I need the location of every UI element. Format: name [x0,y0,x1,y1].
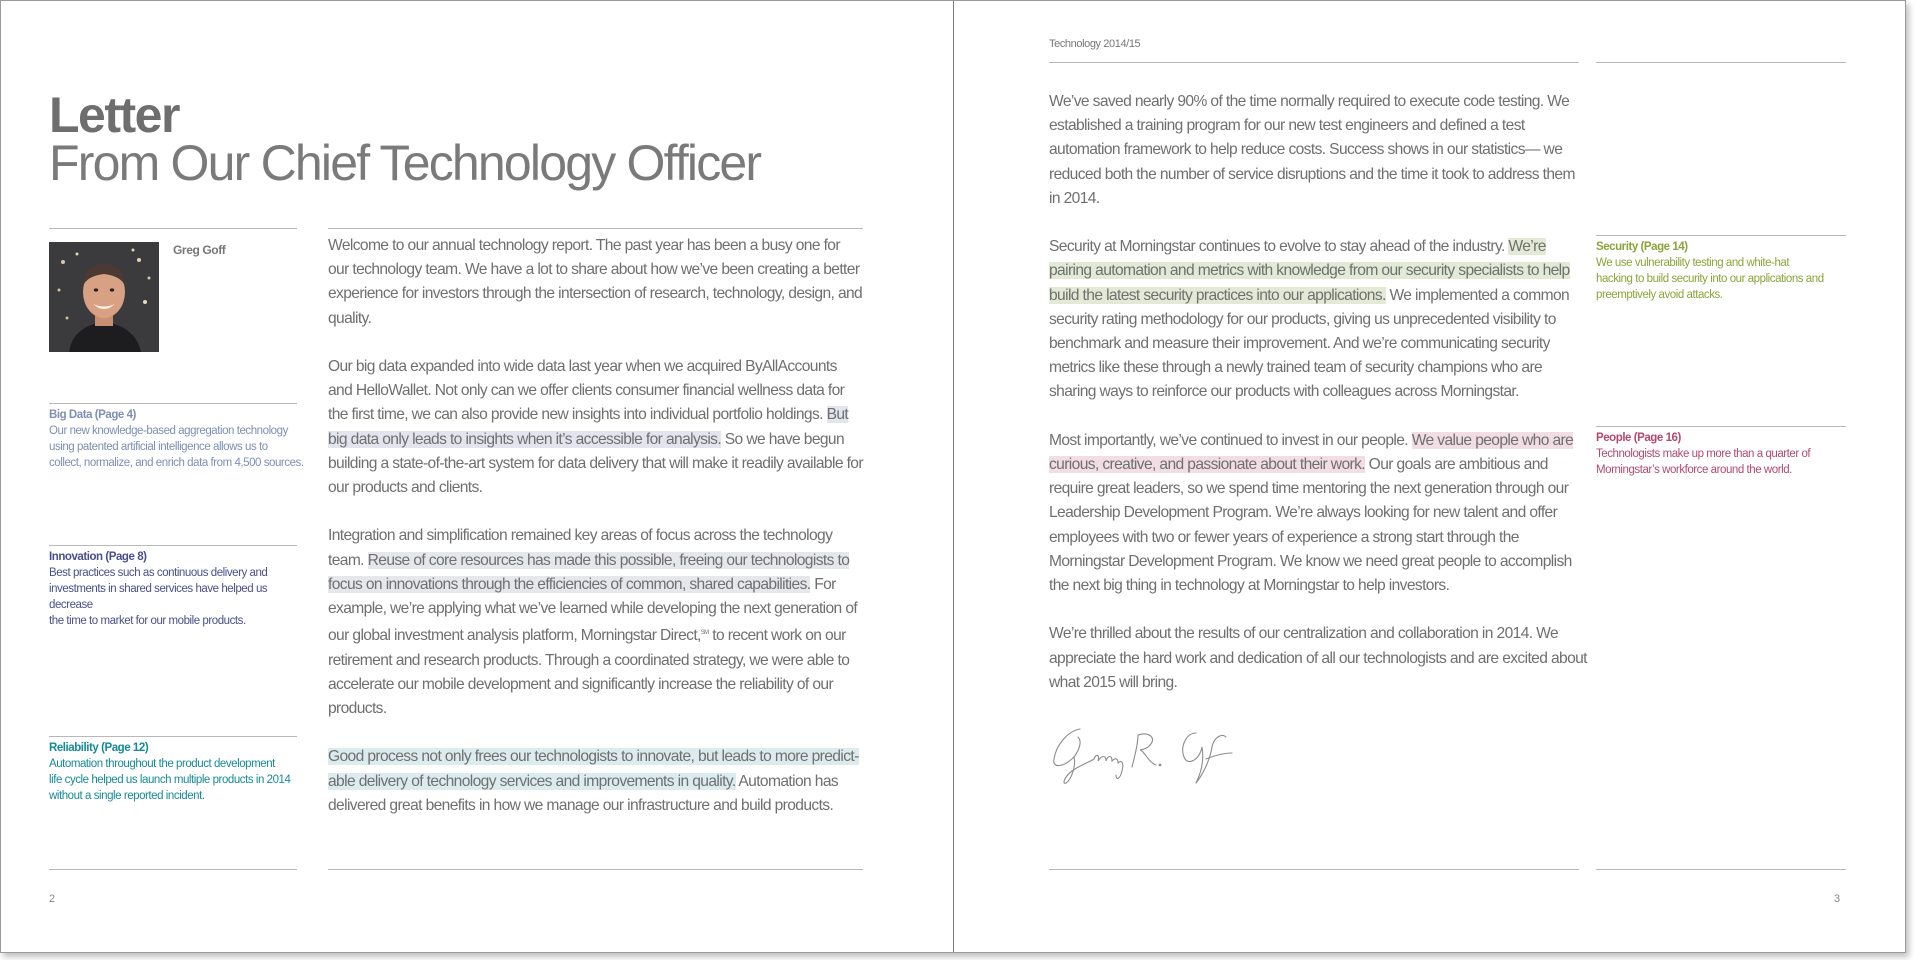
text-run: Security at Morningstar continues to evolve to stay ahead of the industry. [1049,238,1509,256]
letter-subtitle: From Our Chief Technology Officer [49,135,761,191]
body-paragraph: Welcome to our annual technology report. The past year has been a busy one for our technology team. We have a lot to share about how we’ve been creating a better experience for investors through the intersection of research, technology, design, and quality. [328,237,863,327]
service-mark: SM [700,630,709,637]
sidenote-innovation [49,549,311,629]
sidebar-top-rule [49,228,297,229]
sidenote-rule [49,736,297,737]
sidenote-title: Security (Page 14) [1596,241,1688,253]
sidenote-title: Reliability (Page 12) [49,742,149,754]
page-number-right: 3 [1834,893,1841,905]
highlight-reliability: Good process not only frees our technologists to innovate, but leads to more predictable delivery of technology services and improvements in quality. [328,748,860,790]
highlight-people: We value people who are curious, creative, and passionate about their work. [1049,431,1574,474]
text-run: Most importantly, we’ve continued to invest in our people. [1049,431,1412,449]
sidenote-rule [1596,235,1846,236]
sidenote-line: We use vulnerability testing and white-hat [1596,257,1790,269]
body-paragraph: We’ve saved nearly 90% of the time normally required to execute code testing. We established a training program for our new test engineers and defined a test automation framework to help reduce costs. Success shows in our statistics— we reduced both the number of service disruptions and the time it took to address them in 2014. [1049,93,1575,207]
sidenote-reliability [49,740,311,804]
sidenote-line: using patented artificial intelligence allows us to [49,441,268,453]
letter-title: Letter [49,87,179,143]
sidenote-rule [49,403,297,404]
body-paragraph [1049,429,1589,598]
sidenote-line: hacking to build security into our applications and [1596,273,1824,285]
footer-rule [1596,869,1846,870]
sidenote-line: the time to market for our mobile products. [49,615,246,627]
running-head: Technology 2014/15 [1049,38,1141,50]
text-run: So we have begun building a state-of-the-art system for data delivery that will make it readily available for our products and clients. [328,430,863,497]
text-run: We implemented a common security rating methodology for our products, giving us unprecedented visibility to benchmark and measure their improvement. And we’re communicating security metrics like these through a newly trained team of security champions who are sharing ways to reinforce our products with colleagues across Morningstar. [1049,286,1570,401]
cto-signature [1046,719,1246,789]
sidenote-big-data [49,407,311,471]
sidenote-line: Automation throughout the product development [49,758,275,770]
body-paragraph [328,355,863,500]
highlight-security: We’re pairing automation and metrics with knowledge from our security specialists to help build the latest security practices into our applications. [1049,238,1570,304]
sidenote-title: Innovation (Page 8) [49,551,147,563]
header-rule [1596,62,1846,63]
body-paragraph [328,745,863,818]
text-run: Integration and simplification remained key areas of focus across the technology team. [328,527,833,569]
text-run: For example, we’re applying what we’ve learned while developing the next generation of our global investment analysis platform, Morningstar Direct, [328,575,858,645]
sidenote-line: Morningstar’s workforce around the world. [1596,464,1792,476]
sidenote-line: Technologists make up more than a quarter of [1596,448,1811,460]
body-top-rule [328,228,863,229]
text-run: Our goals are ambitious and require great leaders, so we spend time mentoring the next generation through our Leadership Development Program. We’re always looking for new talent and offer employees with two or fewer years of experience a strong start through the Morningstar Development Program. We know we need great people to accomplish the next big thing in technology at Morningstar to help investors. [1049,456,1572,595]
sidenote-line: preemptively avoid attacks. [1596,289,1723,301]
letter-body [328,234,863,842]
header-rule [1049,62,1579,63]
left-page [1,1,954,952]
body-paragraph [328,524,863,721]
author-portrait [49,242,159,352]
sidenote-rule [49,545,297,546]
sidenote-people [1596,430,1848,478]
author-name: Greg Goff [173,243,226,257]
footer-rule [49,869,297,870]
sidenote-line: Best practices such as continuous delivery and [49,567,268,579]
text-run: Our big data expanded into wide data last year when we acquired ByAllAccounts and HelloWallet. Not only can we offer clients consumer financial wellness data for the first time, we can also provide new insights into individual portfolio holdings. [328,358,845,424]
body-paragraph [1049,235,1589,404]
sidenote-security [1596,239,1848,303]
right-page [954,1,1905,952]
sidenote-line: life cycle helped us launch multiple products in 2014 [49,774,291,786]
body-paragraph: We’re thrilled about the results of our centralization and collaboration in 2014. We appreciate the hard work and dedication of all our technologists and are excited about what 2015 will bring. [1049,625,1587,691]
text-run: Automation has delivered great benefits in how we manage our infrastructure and build products. [328,772,839,814]
sidenote-line: Our new knowledge-based aggregation technology [49,425,288,437]
text-run: to recent work on our retirement and research products. Through a coordinated strategy, we were able to accelerate our mobile development and significantly increase the reliability of our products. [328,627,850,718]
footer-rule [1049,869,1579,870]
sidenote-rule [1596,426,1846,427]
page-number-left: 2 [49,893,56,905]
sidenote-title: Big Data (Page 4) [49,409,136,421]
sidenote-title: People (Page 16) [1596,432,1681,444]
sidenote-line: investments in shared services have helped us decrease [49,583,268,611]
highlight-big-data: But big data only leads to insights when it’s accessible for analysis. [328,406,849,448]
highlight-innovation: Reuse of core resources has made this possible, freeing our technologists to focus on innovations through the efficiencies of common, shared capabilities. [328,551,850,593]
sidenote-line: collect, normalize, and enrich data from 4,500 sources. [49,457,304,469]
letter-body-continued [1049,90,1589,719]
sidenote-line: without a single reported incident. [49,790,205,802]
footer-rule [328,869,863,870]
